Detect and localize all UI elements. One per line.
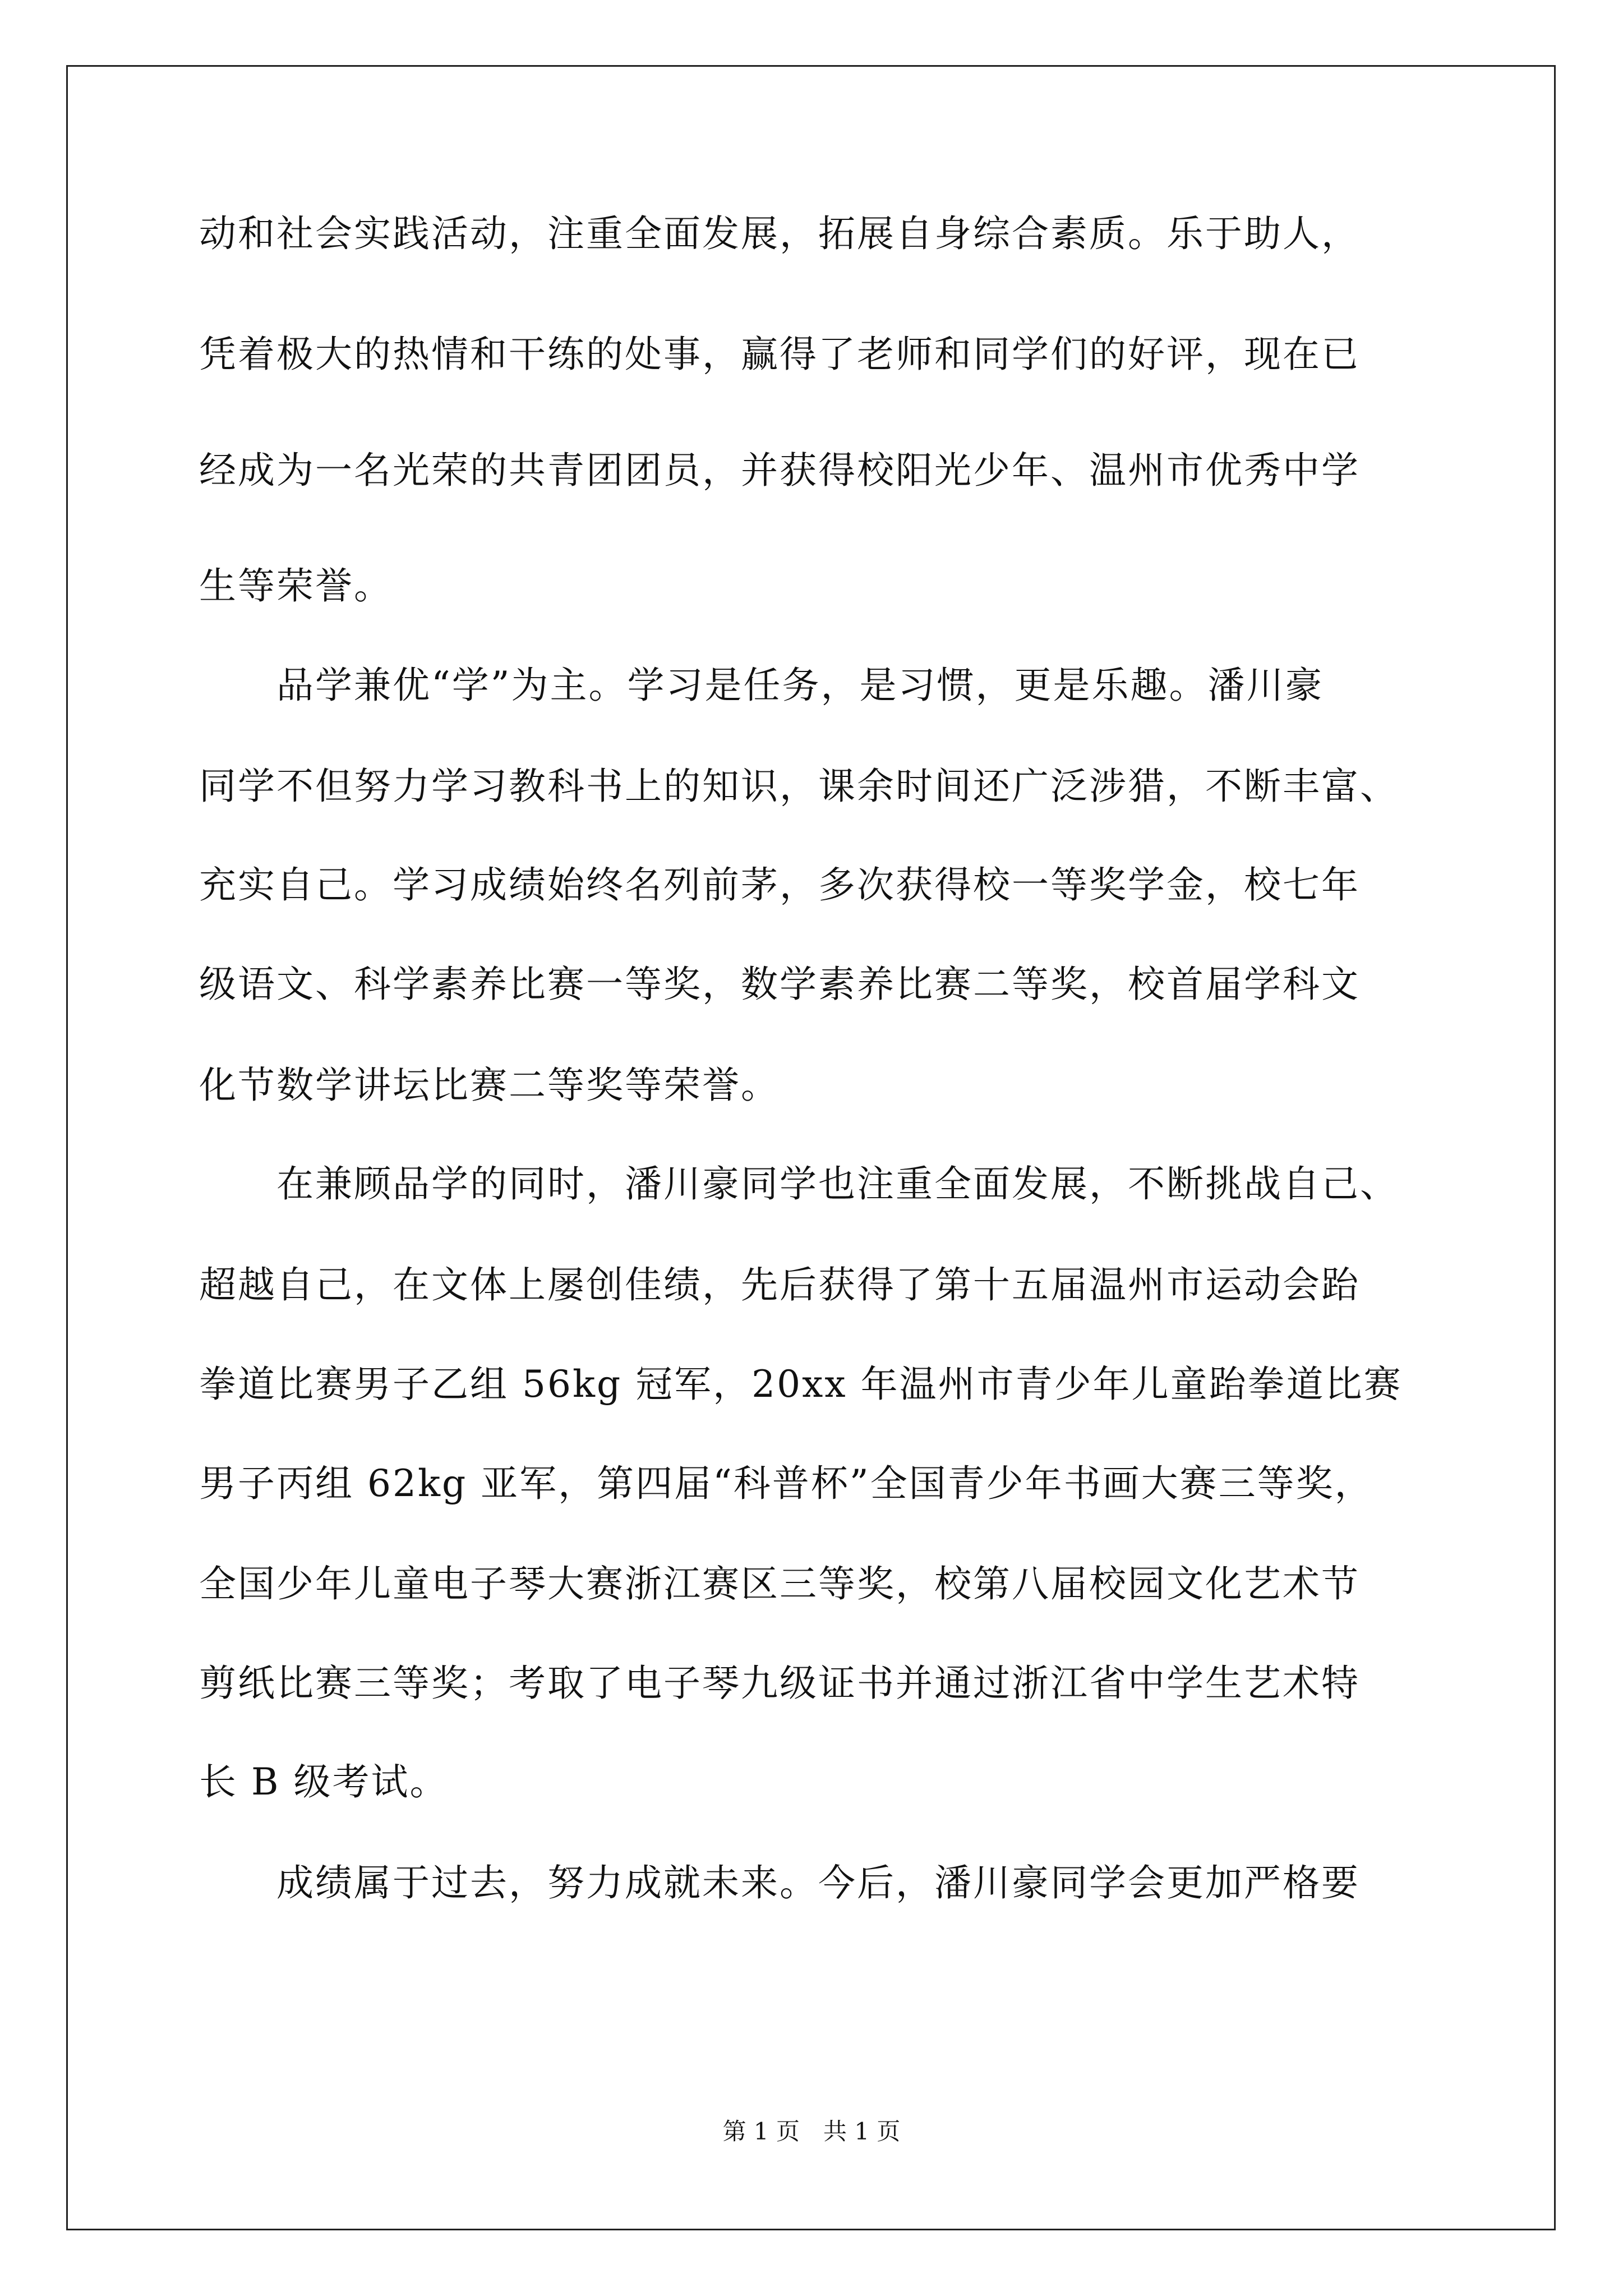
text-line: 男子丙组 62kg 亚军，第四届“科普杯”全国青少年书画大赛三等奖， (199, 1462, 1373, 1505)
text-line: 成绩属于过去，努力成就未来。今后，潘川豪同学会更加严格要 (199, 1861, 1360, 1904)
text-line: 经成为一名光荣的共青团团员，并获得校阳光少年、温州市优秀中学 (199, 449, 1360, 492)
text-line: 动和社会实践活动，注重全面发展，拓展自身综合素质。乐于助人， (199, 212, 1360, 255)
text-line: 充实自己。学习成绩始终名列前茅，多次获得校一等奖学金，校七年 (199, 863, 1360, 907)
text-line: 在兼顾品学的同时，潘川豪同学也注重全面发展，不断挑战自己、 (199, 1162, 1399, 1205)
text-line: 长 B 级考试。 (199, 1760, 449, 1803)
text-line: 化节数学讲坛比赛二等奖等荣誉。 (199, 1064, 780, 1107)
text-line: 凭着极大的热情和干练的处事，赢得了老师和同学们的好评，现在已 (199, 333, 1360, 376)
text-line: 全国少年儿童电子琴大赛浙江赛区三等奖，校第八届校园文化艺术节 (199, 1562, 1360, 1605)
text-line: 剪纸比赛三等奖；考取了电子琴九级证书并通过浙江省中学生艺术特 (199, 1662, 1360, 1705)
text-line: 级语文、科学素养比赛一等奖，数学素养比赛二等奖，校首届学科文 (199, 963, 1360, 1006)
page-number-footer: 第 1 页 共 1 页 (722, 2118, 901, 2145)
text-line: 超越自己，在文体上屡创佳绩，先后获得了第十五届温州市运动会跆 (199, 1263, 1360, 1306)
text-line: 生等荣誉。 (199, 564, 393, 608)
text-line: 拳道比赛男子乙组 56kg 冠军，20xx 年温州市青少年儿童跆拳道比赛 (199, 1363, 1403, 1406)
text-line: 同学不但努力学习教科书上的知识，课余时间还广泛涉猎，不断丰富、 (199, 765, 1399, 808)
text-line: 品学兼优“学”为主。学习是任务，是习惯，更是乐趣。潘川豪 (199, 664, 1324, 707)
